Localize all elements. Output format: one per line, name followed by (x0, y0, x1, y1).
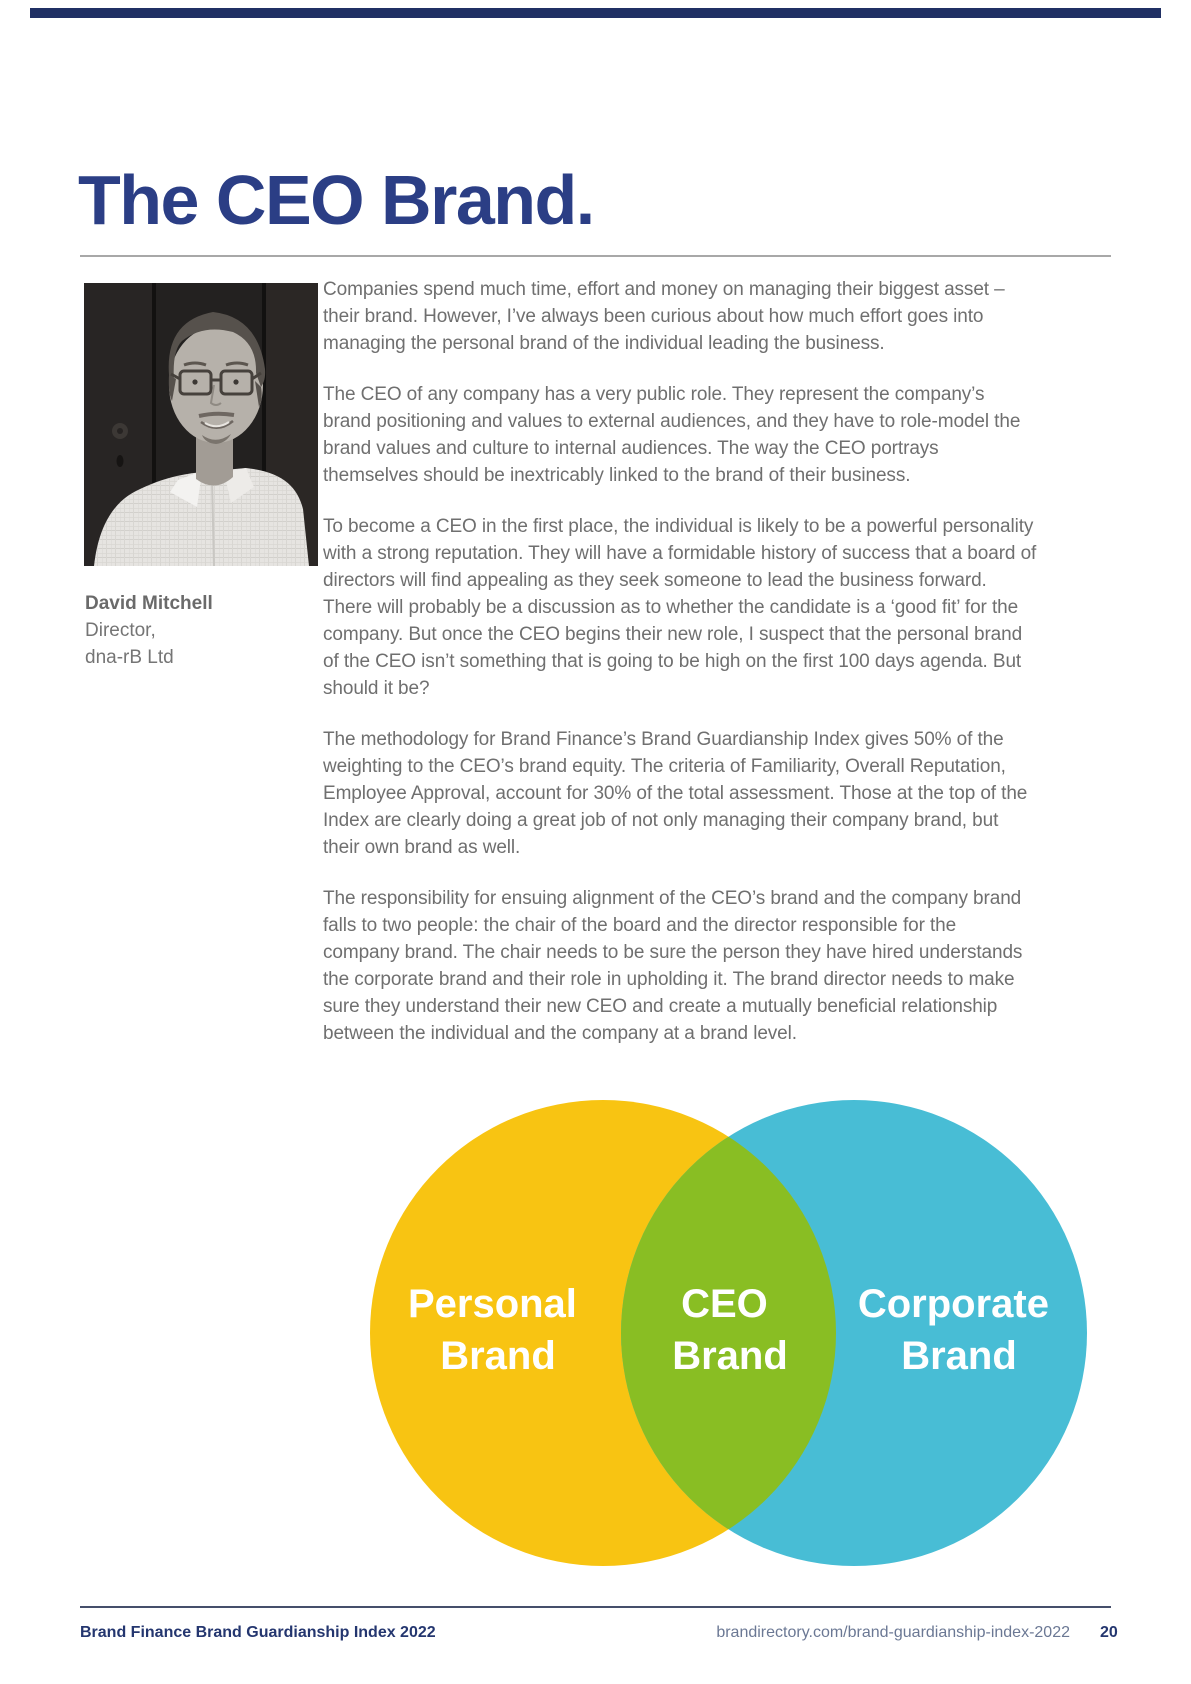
article-body (323, 276, 1037, 1071)
title-divider (80, 255, 1111, 257)
paragraph: To become a CEO in the first place, the individual is likely to be a powerful personality with a strong reputation. They will have a formidable history of success that a board of directors will find appealing as they seek someone to lead the business forward. There will probably be a discussion as to whether the candidate is a ‘good fit’ for the company. But once the CEO begins their new role, I suspect that the personal brand of the CEO isn’t something that is going to be high on the first 100 days agenda. But should it be? (323, 516, 1037, 699)
venn-label-corporate: Corporate Brand (857, 1282, 1050, 1378)
footer-url: brandirectory.com/brand-guardianship-index-2022 (716, 1624, 1070, 1641)
profile-caption (85, 590, 315, 671)
paragraph: The responsibility for ensuing alignment of the CEO’s brand and the company brand falls to two people: the chair of the board and the director responsible for the company brand. The chair needs to be sure the person they have hired understands the corporate brand and their role in upholding it. The brand director needs to make sure they understand their new CEO and create a mutually beneficial relationship between the individual and the company at a brand level. (323, 888, 1023, 1044)
footer-divider (80, 1606, 1111, 1608)
profile-photo (84, 283, 318, 566)
profile-role: Director, (85, 620, 156, 641)
footer-page-number: 20 (1100, 1624, 1118, 1641)
paragraph: Companies spend much time, effort and money on managing their biggest asset – their brand. However, I’ve always been curious about how much effort goes into managing the personal brand of the individual leading the business. (323, 279, 1005, 354)
top-accent-bar (30, 8, 1161, 18)
page-title: The CEO Brand. (78, 161, 594, 239)
venn-diagram (358, 1093, 1098, 1575)
paragraph: The CEO of any company has a very public role. They represent the company’s brand positioning and values to external audiences, and they have to role-model the brand values and culture to internal audiences. The way the CEO portrays themselves should be inextricably linked to the brand of their business. (323, 384, 1021, 486)
paragraph: The methodology for Brand Finance’s Brand Guardianship Index gives 50% of the weighting to the CEO’s brand equity. The criteria of Familiarity, Overall Reputation, Employee Approval, account for 30% of the total assessment. Those at the top of the Index are clearly doing a great job of not only managing their company brand, but their own brand as well. (323, 729, 1028, 858)
venn-label-ceo: CEO Brand (672, 1282, 788, 1378)
portrait-illustration (84, 283, 318, 566)
profile-name: David Mitchell (85, 593, 213, 614)
footer-report-title: Brand Finance Brand Guardianship Index 2022 (80, 1624, 436, 1641)
venn-label-personal: Personal Brand (407, 1282, 577, 1378)
profile-company: dna-rB Ltd (85, 647, 174, 668)
